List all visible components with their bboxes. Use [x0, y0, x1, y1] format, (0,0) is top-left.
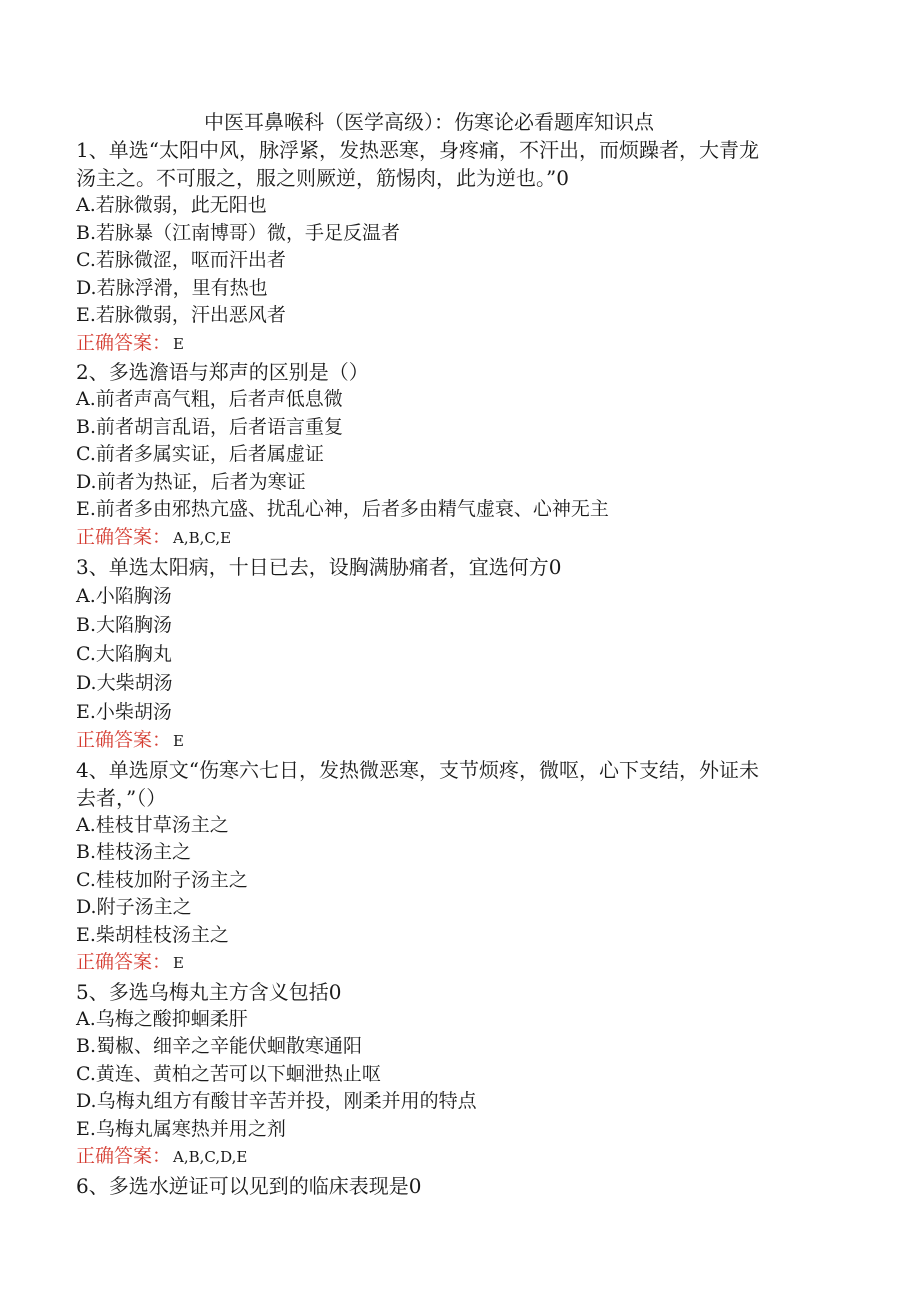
option-b: B.桂枝汤主之 [76, 841, 192, 863]
question-stem: 5、多选乌梅丸主方含义包括0 [76, 979, 342, 1004]
answer-value: E [173, 954, 184, 972]
question-stem: 1、单选“太阳中风，脉浮紧，发热恶寒，身疼痛，不汗出，而烦躁者，大青龙 [76, 138, 759, 162]
answer-label: 正确答案： [76, 1145, 172, 1167]
answer-value: A,B,C,D,E [173, 1148, 248, 1166]
correct-answer [76, 524, 836, 553]
option-a: A.若脉微弱，此无阳也 [76, 194, 267, 216]
option-d: D.附子汤主之 [76, 896, 192, 918]
question-stem: 3、单选太阳病，十日已去，设胸满胁痛者，宜选何方0 [76, 555, 562, 579]
question-stem: 4、单选原文“伤寒六七日，发热微恶寒，支节烦疼，微呕，心下支结，外证未 [76, 757, 759, 782]
option-c: C.前者多属实证，后者属虚证 [76, 443, 324, 465]
option-e: E.小柴胡汤 [76, 701, 172, 723]
option-e: E.乌梅丸属寒热并用之剂 [76, 1117, 286, 1140]
option-c: C.桂枝加附子汤主之 [76, 868, 248, 891]
option-b: B.若脉暴（江南博哥）微，手足反温者 [76, 221, 401, 244]
correct-answer [76, 1143, 836, 1172]
option-a: A.前者声高气粗，后者声低息微 [76, 388, 343, 410]
question-block-4 [76, 756, 836, 978]
question-block-2 [76, 358, 836, 552]
answer-label: 正确答案： [76, 525, 172, 548]
question-block-3 [76, 552, 836, 756]
correct-answer [76, 330, 836, 359]
question-stem: 6、多选水逆证可以见到的临床表现是0 [76, 1173, 422, 1198]
option-c: C.大陷胸丸 [76, 643, 172, 665]
answer-value: E [173, 334, 184, 353]
option-b: B.大陷胸汤 [76, 614, 173, 636]
option-e: E.柴胡桂枝汤主之 [76, 923, 229, 946]
option-b: B.蜀椒、细辛之辛能伏蛔散寒通阳 [76, 1035, 363, 1057]
answer-label: 正确答案： [76, 729, 172, 751]
question-stem: 2、多选澹语与郑声的区别是（） [76, 360, 369, 384]
correct-answer [76, 727, 836, 756]
option-c: C.若脉微涩，呕而汗出者 [76, 249, 286, 271]
option-e: E.前者多由邪热亢盛、扰乱心神，后者多由精气虚衰、心神无主 [76, 498, 609, 520]
question-block-5 [76, 978, 836, 1172]
question-block-1 [76, 136, 836, 358]
answer-label: 正确答案： [76, 951, 172, 973]
option-c: C.黄连、黄柏之苦可以下蛔泄热止呕 [76, 1062, 381, 1085]
correct-answer [76, 949, 836, 978]
option-b: B.前者胡言乱语，后者语言重复 [76, 415, 344, 438]
answer-label: 正确答案： [76, 331, 172, 354]
option-e: E.若脉微弱，汗出恶风者 [76, 304, 286, 326]
option-d: D.若脉浮滑，里有热也 [76, 276, 268, 299]
question-stem-continued: 汤主之。不可服之，服之则厥逆，筋惕肉，此为逆也。”0 [76, 166, 569, 190]
question-block-6 [76, 1172, 836, 1200]
option-a: A.桂枝甘草汤主之 [76, 813, 229, 836]
answer-value: A,B,C,E [173, 528, 232, 547]
option-d: D.前者为热证，后者为寒证 [76, 470, 306, 493]
option-a: A.小陷胸汤 [76, 585, 172, 607]
document-page [76, 108, 836, 1200]
option-a: A.乌梅之酸抑蛔柔肝 [76, 1007, 248, 1030]
document-title: 中医耳鼻喉科（医学高级）：伤寒论必看题库知识点 [204, 110, 654, 134]
option-d: D.乌梅丸组方有酸甘辛苦并投，刚柔并用的特点 [76, 1090, 477, 1112]
option-d: D.大柴胡汤 [76, 672, 173, 694]
answer-value: E [173, 732, 184, 750]
question-stem-continued: 去者，”（） [76, 785, 167, 810]
